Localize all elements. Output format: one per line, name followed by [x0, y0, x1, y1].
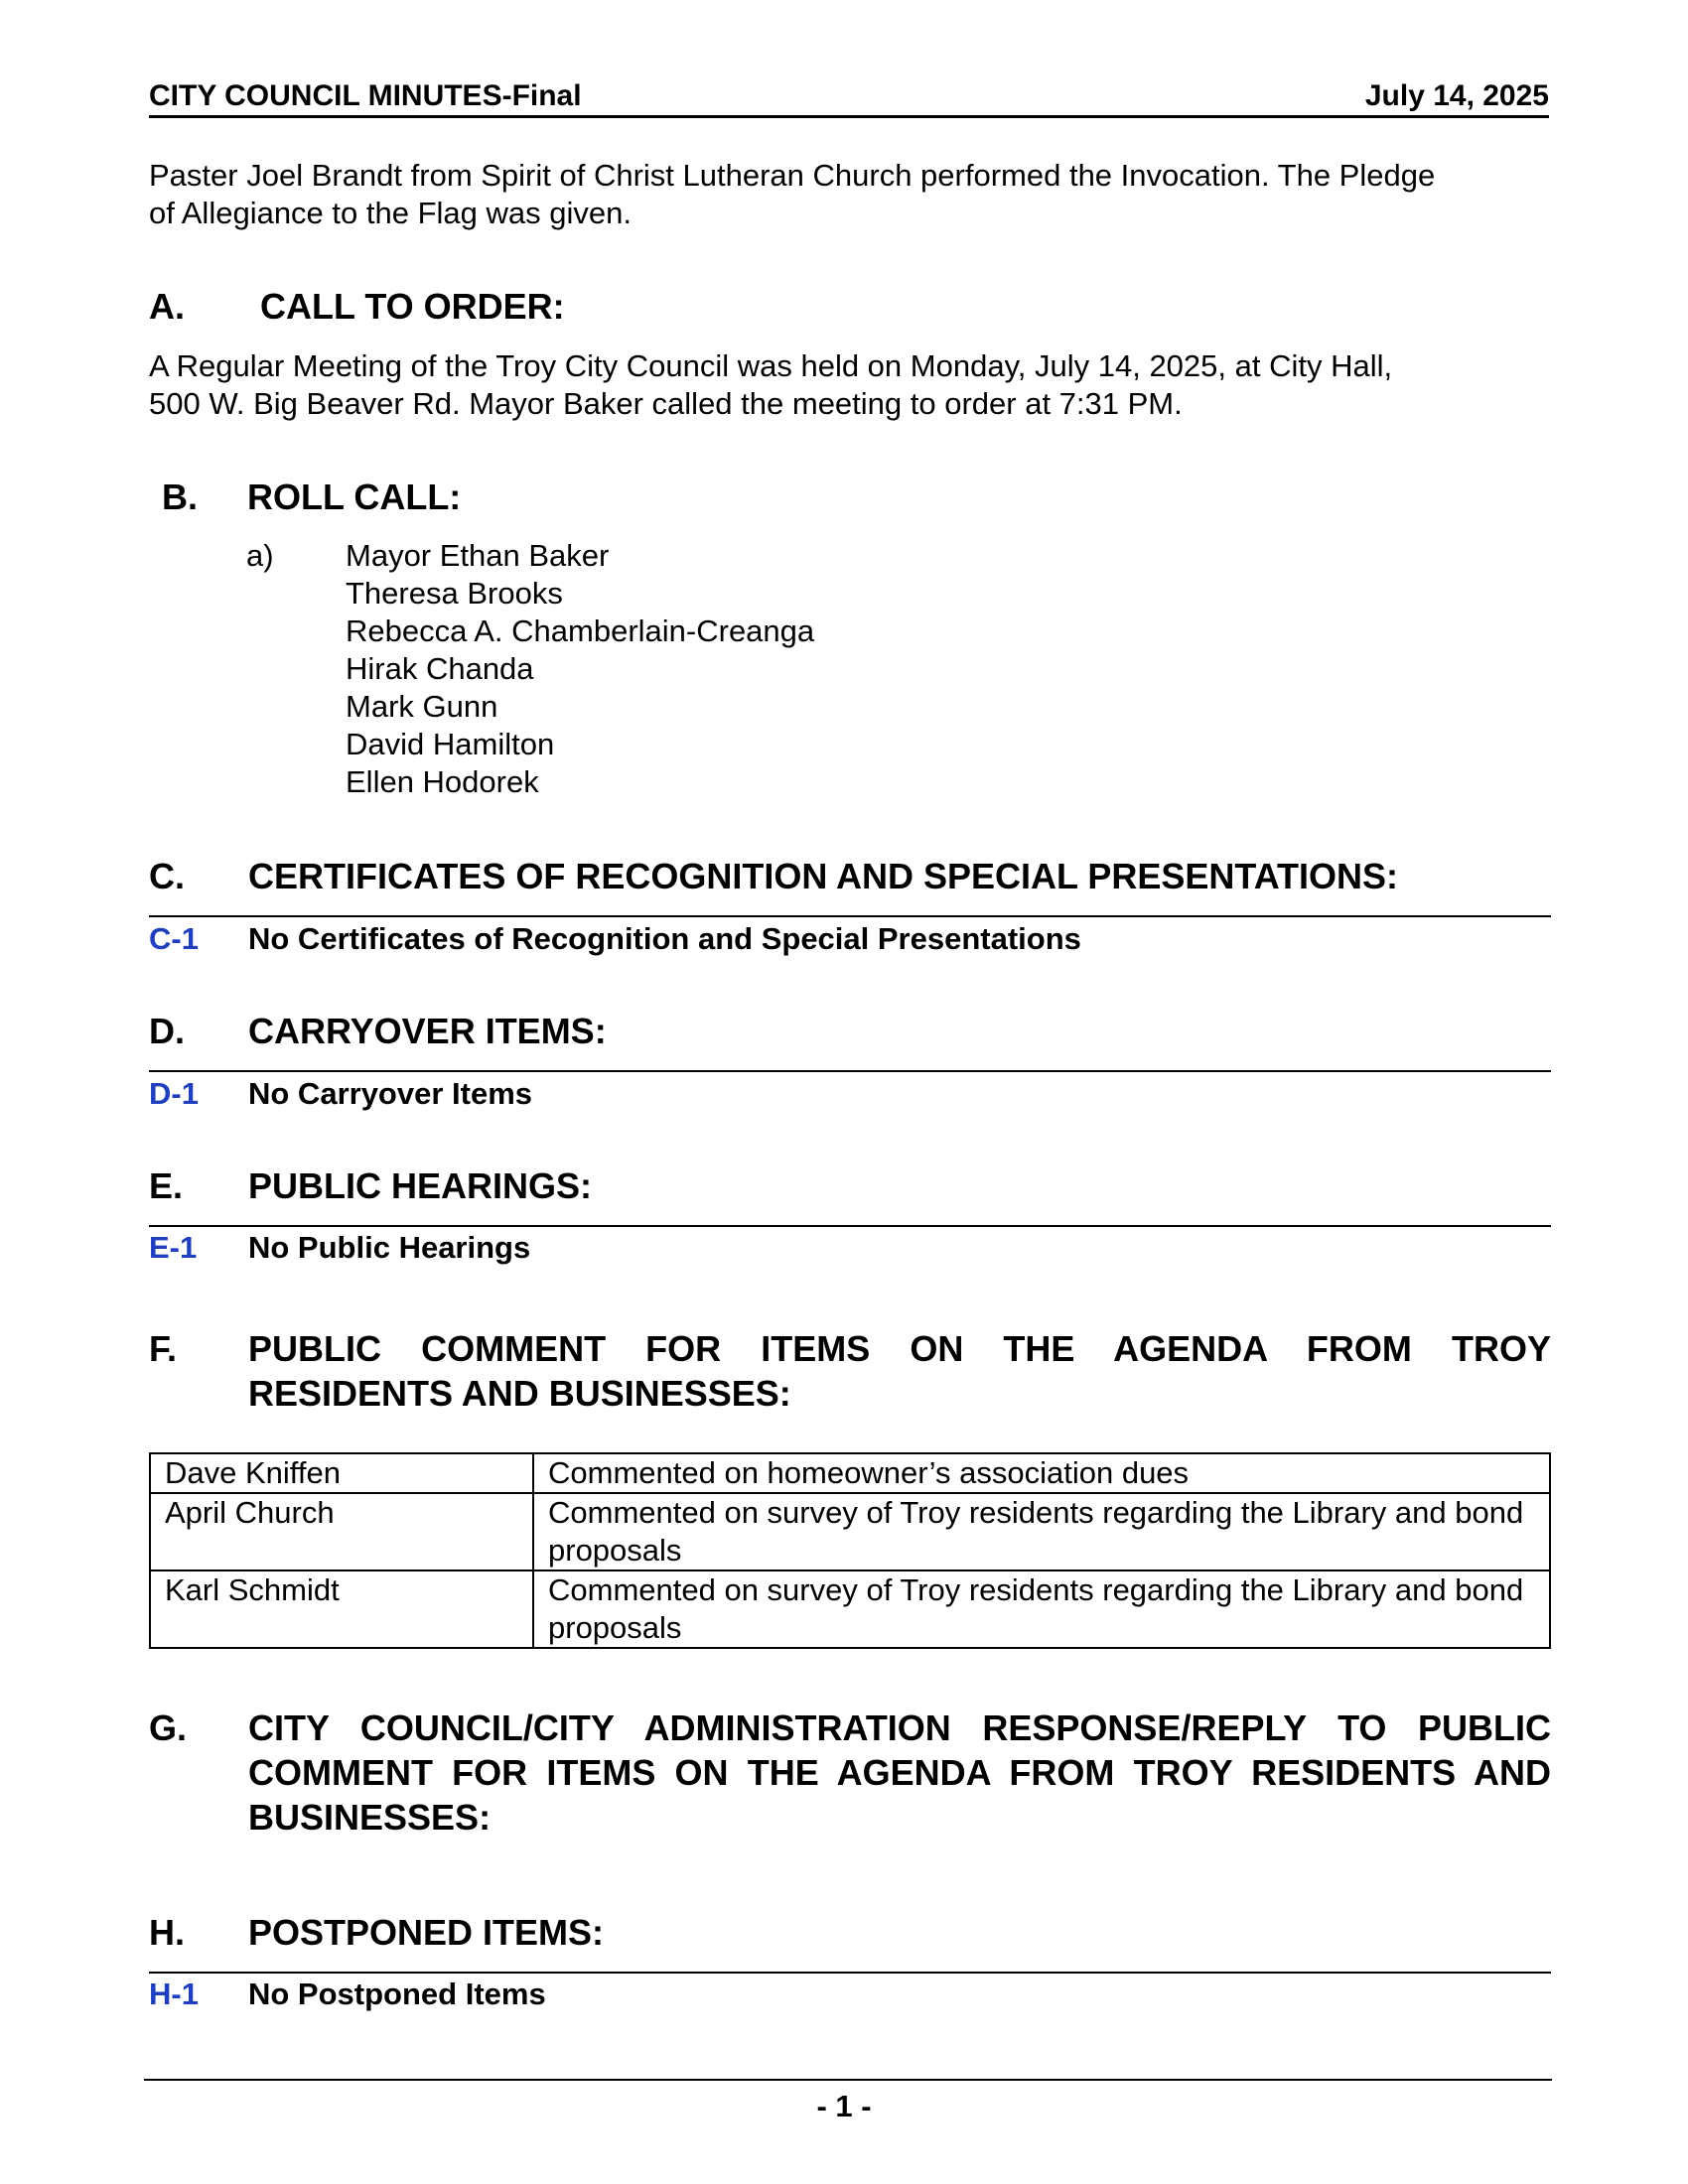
- section-title-line-1: CITY COUNCIL/CITY ADMINISTRATION RESPONSE/REPLY TO PUBLIC: [248, 1707, 1551, 1748]
- agenda-item-e1: [149, 1230, 1539, 1270]
- section-title-line-2: COMMENT FOR ITEMS ON THE AGENDA FROM TROY RESIDENTS AND: [248, 1752, 1551, 1793]
- item-code: C-1: [149, 921, 199, 956]
- section-e-heading: [149, 1165, 1559, 1209]
- roll-call-member: Hirak Chanda: [346, 651, 534, 686]
- section-letter: A.: [149, 286, 185, 327]
- section-c-heading: [149, 856, 1559, 899]
- section-g-heading: [149, 1707, 1559, 1846]
- call-to-order-paragraph: [149, 347, 1559, 423]
- item-text: No Carryover Items: [248, 1076, 533, 1111]
- intro-paragraph: [149, 157, 1559, 232]
- page-number: - 1 -: [816, 2089, 872, 2123]
- section-d-heading: [149, 1011, 1559, 1054]
- section-f-heading: [149, 1328, 1559, 1418]
- roll-call-member: Mark Gunn: [346, 689, 498, 724]
- section-divider: [149, 1225, 1551, 1227]
- roll-call-member: David Hamilton: [346, 727, 555, 761]
- table-row: [150, 1570, 1550, 1648]
- commenter-name: Dave Kniffen: [150, 1453, 533, 1493]
- item-text: No Public Hearings: [248, 1230, 531, 1265]
- comment-text: Commented on homeowner’s association dues: [533, 1453, 1550, 1493]
- section-letter: E.: [149, 1165, 184, 1206]
- footer-divider: [144, 2079, 1552, 2081]
- section-title: PUBLIC HEARINGS:: [248, 1165, 593, 1206]
- commenter-name: Karl Schmidt: [150, 1570, 533, 1648]
- agenda-item-d1: [149, 1076, 1539, 1116]
- section-divider: [149, 1070, 1551, 1072]
- item-text: No Postponed Items: [248, 1977, 546, 2011]
- section-letter: B.: [162, 477, 198, 517]
- agenda-item-h1: [149, 1977, 1539, 2016]
- section-divider: [149, 915, 1551, 917]
- section-title: ROLL CALL:: [247, 477, 462, 517]
- section-letter: F.: [149, 1328, 178, 1369]
- section-divider: [149, 1972, 1551, 1974]
- table-row: [150, 1453, 1550, 1493]
- call-to-order-line-2: 500 W. Big Beaver Rd. Mayor Baker called the meeting to order at 7:31 PM.: [149, 386, 1183, 421]
- header-title: CITY COUNCIL MINUTES-Final: [149, 79, 582, 112]
- comment-text: Commented on survey of Troy residents regarding the Library and bond proposals: [533, 1493, 1550, 1570]
- section-title: CERTIFICATES OF RECOGNITION AND SPECIAL PRESENTATIONS:: [248, 856, 1399, 896]
- page-header: [149, 79, 1549, 118]
- item-code: H-1: [149, 1977, 199, 2011]
- call-to-order-line-1: A Regular Meeting of the Troy City Council was held on Monday, July 14, 2025, at City Hall,: [149, 348, 1393, 383]
- section-h-heading: [149, 1912, 1559, 1956]
- section-letter: G.: [149, 1707, 188, 1748]
- item-text: No Certificates of Recognition and Special Presentations: [248, 921, 1081, 956]
- header-date: July 14, 2025: [1364, 79, 1549, 112]
- public-comment-table: [149, 1452, 1551, 1649]
- section-letter: C.: [149, 856, 185, 896]
- section-title-line-1: PUBLIC COMMENT FOR ITEMS ON THE AGENDA FROM TROY: [248, 1328, 1551, 1369]
- commenter-name: April Church: [150, 1493, 533, 1570]
- section-letter: H.: [149, 1912, 185, 1953]
- agenda-item-c1: [149, 921, 1539, 961]
- section-title: POSTPONED ITEMS:: [248, 1912, 605, 1953]
- intro-line-2: of Allegiance to the Flag was given.: [149, 196, 632, 230]
- comment-text: Commented on survey of Troy residents regarding the Library and bond proposals: [533, 1570, 1550, 1648]
- item-code: E-1: [149, 1230, 198, 1265]
- roll-call-member: Ellen Hodorek: [346, 764, 539, 799]
- section-title: CARRYOVER ITEMS:: [248, 1011, 607, 1051]
- roll-call-list: [346, 537, 814, 801]
- roll-call-member: Rebecca A. Chamberlain-Creanga: [346, 614, 815, 648]
- section-a-heading: [149, 286, 1559, 330]
- item-code: D-1: [149, 1076, 199, 1111]
- table-row: [150, 1493, 1550, 1570]
- roll-call-member: Theresa Brooks: [346, 576, 563, 611]
- roll-call-marker: a): [246, 538, 274, 573]
- section-title-line-3: BUSINESSES:: [248, 1797, 492, 1838]
- section-b-heading: [162, 477, 1552, 520]
- section-title-line-2: RESIDENTS AND BUSINESSES:: [248, 1373, 791, 1414]
- section-letter: D.: [149, 1011, 185, 1051]
- roll-call-member: Mayor Ethan Baker: [346, 538, 610, 573]
- intro-line-1: Paster Joel Brandt from Spirit of Christ Lutheran Church performed the Invocation. The Pledge: [149, 158, 1436, 193]
- section-title: CALL TO ORDER:: [260, 286, 565, 327]
